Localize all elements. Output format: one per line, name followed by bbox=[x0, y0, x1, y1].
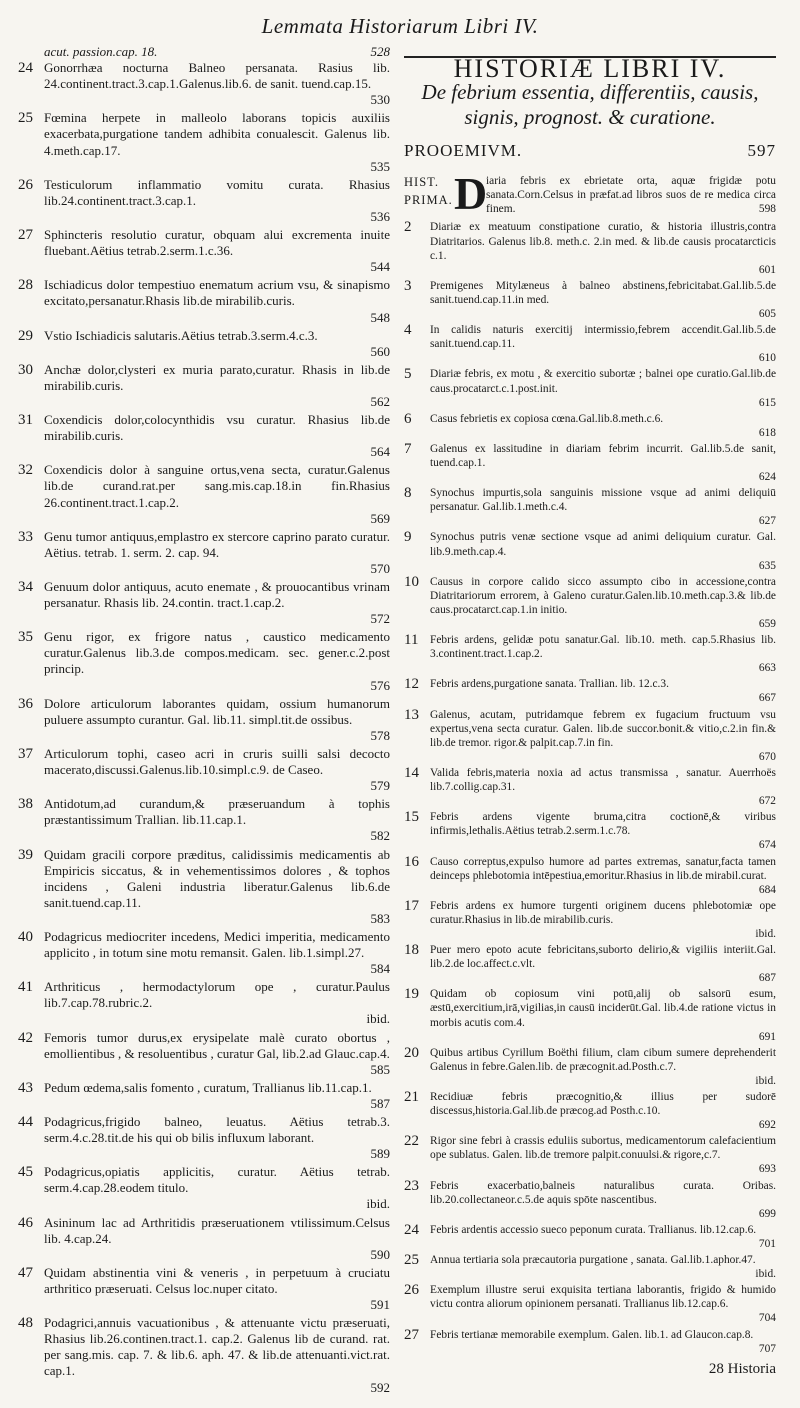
entry-page: ibid. bbox=[755, 1074, 776, 1087]
entry-page: 530 bbox=[370, 92, 390, 108]
entry-page: 704 bbox=[758, 1312, 776, 1325]
index-entry bbox=[18, 328, 390, 360]
entry-text-block bbox=[44, 1030, 390, 1078]
entry-text-block bbox=[430, 1283, 776, 1325]
entry-text-block bbox=[430, 677, 776, 705]
entry-text-block bbox=[44, 929, 390, 977]
index-entry bbox=[404, 708, 776, 764]
entry-text-block bbox=[44, 462, 390, 526]
entry-text-block bbox=[44, 277, 390, 325]
entry-text-block bbox=[44, 60, 390, 108]
index-entry bbox=[18, 1315, 390, 1395]
index-entry bbox=[404, 677, 776, 705]
entry-text: Quidam gracili corpore præditus, calidissimis medicamentis ab Empiricis siccatus, & in vehementissimos dolores , & tophos incidens , Galeni industria liberatur.Galenus lib.6.de sanit.tuend.cap.11. bbox=[44, 846, 390, 910]
entry-number: 27 bbox=[18, 227, 33, 244]
entry-text-block bbox=[44, 1164, 390, 1212]
index-entry bbox=[404, 367, 776, 409]
index-entry bbox=[404, 633, 776, 675]
entry-text-block bbox=[430, 279, 776, 321]
entry-number: 41 bbox=[18, 979, 33, 996]
index-entry bbox=[18, 529, 390, 577]
entry-text-block bbox=[44, 1114, 390, 1162]
entry-number: 4 bbox=[404, 322, 412, 339]
entry-page: 560 bbox=[370, 343, 390, 359]
book-title: HISTORIÆ LIBRI IV. bbox=[453, 54, 727, 83]
entry-text: Febris ardens,purgatione sanata. Trallian. lib. 12.c.3. bbox=[430, 678, 669, 691]
entry-page: 562 bbox=[370, 393, 390, 409]
drop-cap: D bbox=[454, 168, 488, 220]
entry-number: 3 bbox=[404, 277, 412, 294]
entry-text-block bbox=[430, 442, 776, 484]
index-entry bbox=[18, 412, 390, 460]
entry-text: Causus in corpore calido sicco assumpto cibo in accessione,contra Diatritariorum errorem, à Galeno curatur.Galen.lib.10.meth.cap.3.& lib.de caus.procatarct.cap.1.in initio. bbox=[430, 575, 776, 616]
entry-text-block bbox=[44, 1315, 390, 1395]
entry-number: 18 bbox=[404, 942, 419, 959]
entry-text: Annua tertiaria sola præcautoria purgatione , sanata. Gal.lib.1.aphor.47. bbox=[430, 1254, 756, 1267]
entry-text: Febris tertianæ memorabile exemplum. Galen. lib.1. ad Glaucon.cap.8. bbox=[430, 1328, 754, 1341]
entry-text-block bbox=[430, 855, 776, 897]
entry-text: Febris ardens ex humore turgenti originem ducens phlebotomiæ ope curatur.Rhasius in lib.de mirabilib.curis. bbox=[430, 899, 776, 926]
entry-text: Anchæ dolor,clysteri ex muria parato,curatur. Rhasis in lib.de mirabilib.curis. bbox=[44, 361, 390, 393]
entry-page: 582 bbox=[370, 828, 390, 844]
index-entry bbox=[18, 1030, 390, 1078]
book-subtitle: De febrium essentia, differentiis, causis, signis, prognost. & curatione. bbox=[421, 80, 759, 130]
entry-text: Femoris tumor durus,ex erysipelate malè curato obortus , emollientibus , & resoluentibus , curatur Gal, lib.2.ad Glauc.cap.4. bbox=[44, 1029, 390, 1061]
entry-text: In calidis naturis exercitij intermissio,febrem accendit.Gal.lib.5.de sanit.tuend.cap.11. bbox=[430, 324, 776, 351]
entry-text: Causo correptus,expulso humore ad partes extremas, sanatur,facta tamen deinceps phlebotomia intēpestiua,emoritur.Rhasius in lib.de mirabil.curat. bbox=[430, 855, 776, 882]
index-entry bbox=[18, 1114, 390, 1162]
index-entry bbox=[404, 442, 776, 484]
entry-number: 8 bbox=[404, 485, 412, 502]
entry-number: 44 bbox=[18, 1114, 33, 1130]
entry-page: 570 bbox=[370, 560, 390, 576]
entry-page: 687 bbox=[758, 972, 776, 985]
entry-text-block bbox=[430, 1253, 776, 1281]
entry-text: Dolore articulorum laborantes quidam, ossium humanorum puluere assumpto curantur. Gal. lib.11. simpl.tit.de ossibus. bbox=[44, 695, 390, 727]
entry-text-block bbox=[44, 227, 390, 275]
entry-number: 48 bbox=[18, 1315, 33, 1332]
entry-number: 16 bbox=[404, 853, 419, 870]
entry-text-block bbox=[430, 899, 776, 941]
entry-page: 592 bbox=[370, 1379, 390, 1395]
entry-text: Febris ardentis accessio sueco peponum curata. Trallianus. lib.12.cap.6. bbox=[430, 1223, 757, 1236]
proemium-page: 597 bbox=[747, 141, 776, 161]
index-entry bbox=[404, 486, 776, 528]
entry-page: 692 bbox=[758, 1119, 776, 1132]
entry-text: Sphincteris resolutio curatur, obquam alui excrementa inuite fluebant.Aëtius tetrab.2.serm.1.c.36. bbox=[44, 227, 390, 259]
entry-text-block bbox=[430, 1179, 776, 1221]
entry-page: ibid. bbox=[755, 1268, 776, 1281]
entry-number: 10 bbox=[404, 573, 419, 590]
index-entry bbox=[404, 987, 776, 1043]
index-entry bbox=[18, 629, 390, 693]
entry-number: 36 bbox=[18, 695, 33, 712]
entry-text: Febris ardens, gelidæ potu sanatur.Gal. lib.10. meth. cap.5.Rhasius lib. 3.continent.tract.1.cap.2. bbox=[430, 634, 776, 661]
entry-number: 33 bbox=[18, 528, 33, 545]
entry-text-block bbox=[430, 810, 776, 852]
entry-text: Synochus impurtis,sola sanguinis missione vsque ad animi deliquiū persanatur. Gal.lib.1.meth.c.4. bbox=[430, 487, 776, 514]
index-entry bbox=[404, 1253, 776, 1281]
entry-number: 23 bbox=[404, 1177, 419, 1194]
entry-number: 20 bbox=[404, 1044, 419, 1061]
entry-text: Podagricus mediocriter incedens, Medici imperitia, medicamento applicito , in totum sine motu remansit. Galen. lib.1.simpl.27. bbox=[44, 928, 390, 961]
entry-page: 589 bbox=[370, 1146, 390, 1162]
entry-page: 663 bbox=[758, 662, 776, 675]
entry-text-block bbox=[430, 633, 776, 675]
entry-number: 21 bbox=[404, 1089, 419, 1105]
entry-text-block bbox=[44, 529, 390, 577]
entry-page: 578 bbox=[370, 727, 390, 743]
first-history-body: iaria febris ex ebrietate orta, aquæ frigidæ potu sanata.Corn.Celsus in præfat.ad libros suos de re medica circa finem. bbox=[486, 175, 776, 216]
entry-text-block bbox=[430, 412, 776, 440]
entry-page: 583 bbox=[370, 910, 390, 926]
index-entry bbox=[404, 1328, 776, 1356]
entry-text: Diariæ febris, ex motu , & exercitio subortæ ; balnei ope curatio.Gal.lib.de caus.procatarct.c.1.post.init. bbox=[430, 368, 776, 395]
right-entry-list bbox=[404, 220, 776, 1355]
entry-number: 14 bbox=[404, 764, 419, 781]
entry-number: 27 bbox=[404, 1326, 419, 1343]
entry-text-block bbox=[44, 579, 390, 627]
entry-page: 684 bbox=[758, 883, 776, 896]
continued-entry bbox=[18, 44, 390, 60]
entry-text: Genu tumor antiquus,emplastro ex stercore caprino parato curatur. Aëtius. tetrab. 1. serm. 2. cap. 94. bbox=[44, 528, 390, 560]
index-entry bbox=[18, 177, 390, 225]
index-entry bbox=[18, 277, 390, 325]
entry-page: 585 bbox=[370, 1061, 390, 1077]
entry-number: 15 bbox=[404, 809, 419, 826]
entry-page: 601 bbox=[758, 263, 776, 276]
entry-number: 37 bbox=[18, 745, 33, 762]
entry-text: Febris ardens vigente bruma,citra coctionē,& viribus infirmis,lethalis.Aëtius tetrab.2.serm.1.c.78. bbox=[430, 811, 776, 838]
first-history-page: 598 bbox=[758, 203, 776, 216]
entry-text: Ischiadicus dolor tempestiuo enematum acrium vsu, & sinapismo excitato,persanatur.Rhasis lib.de mirabilib.curis. bbox=[44, 277, 390, 309]
entry-page: 615 bbox=[758, 396, 776, 409]
proemium-label: PROOEMIVM. bbox=[404, 141, 523, 161]
first-history-text bbox=[486, 174, 776, 216]
entry-text-block bbox=[430, 1046, 776, 1088]
entry-number: 31 bbox=[18, 412, 33, 429]
entry-number: 26 bbox=[18, 176, 33, 193]
entry-text-block bbox=[430, 1223, 776, 1251]
index-entry bbox=[404, 1283, 776, 1325]
entry-number: 24 bbox=[18, 60, 33, 77]
entry-number: 9 bbox=[404, 529, 412, 546]
index-entry bbox=[404, 855, 776, 897]
left-column bbox=[18, 44, 390, 1398]
entry-text: Febris exacerbatio,balneis naturalibus curata. Oribas. lib.20.collectaneor.c.5.de aquis spōte nascentibus. bbox=[430, 1179, 776, 1206]
entry-text: Exemplum illustre serui exquisita tertiana laborantis, frigido & humido victu contra aliorum opinionem persanati. Trallianus lib.12.cap.6. bbox=[430, 1284, 776, 1311]
index-entry bbox=[18, 1265, 390, 1313]
entry-text: Genu rigor, ex frigore natus , caustico medicamento curatur.Galenus lib.3.de compos.medicam. sec. gener.c.2.post princip. bbox=[44, 629, 390, 677]
entry-text: Valida febris,materia noxia ad actus transmissa , sanatur. Auerrhoës lib.7.collig.cap.31. bbox=[430, 766, 776, 794]
index-entry bbox=[404, 1179, 776, 1221]
entry-page: 536 bbox=[370, 208, 390, 224]
index-entry bbox=[18, 929, 390, 977]
entry-page: 605 bbox=[758, 308, 776, 321]
index-entry bbox=[18, 110, 390, 174]
first-history-label: HIST. PRIMA. bbox=[404, 175, 453, 207]
entry-page: 579 bbox=[370, 778, 390, 794]
entry-text-block bbox=[430, 575, 776, 631]
index-entry bbox=[404, 899, 776, 941]
entry-number: 32 bbox=[18, 462, 33, 479]
entry-page: 667 bbox=[758, 692, 776, 705]
entry-page: 591 bbox=[370, 1297, 390, 1313]
entry-page: 691 bbox=[758, 1030, 776, 1043]
index-entry bbox=[18, 579, 390, 627]
right-column bbox=[404, 44, 776, 1376]
entry-number: 5 bbox=[404, 366, 412, 383]
entry-page: 587 bbox=[370, 1095, 390, 1111]
index-entry bbox=[18, 362, 390, 410]
entry-number: 35 bbox=[18, 629, 33, 646]
index-entry bbox=[18, 796, 390, 844]
entry-page: 564 bbox=[370, 444, 390, 460]
index-entry bbox=[18, 746, 390, 794]
entry-text-block bbox=[430, 486, 776, 528]
entry-text-block bbox=[430, 987, 776, 1043]
proemium-heading bbox=[404, 141, 776, 161]
continued-entry-text: acut. passion.cap. 18. bbox=[44, 44, 158, 59]
entry-number: 45 bbox=[18, 1164, 33, 1181]
entry-text: Recidiuæ febris præcognitio,& illius per sudorē discessus,historia.Gal.lib.de præcog.ad Posth.c.10. bbox=[430, 1091, 776, 1118]
entry-page: ibid. bbox=[755, 927, 776, 940]
entry-page: 590 bbox=[370, 1246, 390, 1262]
entry-text: Coxendicis dolor,colocynthidis vsu curatur. Rhasius lib.de mirabilib.curis. bbox=[44, 412, 390, 444]
entry-number: 47 bbox=[18, 1264, 33, 1281]
entry-text-block bbox=[44, 412, 390, 460]
entry-number: 2 bbox=[404, 219, 412, 236]
index-entry bbox=[404, 810, 776, 852]
entry-text: Vstio Ischiadicis salutaris.Aëtius tetrab.3.serm.4.c.3. bbox=[44, 327, 318, 343]
entry-number: 25 bbox=[18, 110, 33, 127]
entry-page: 674 bbox=[758, 839, 776, 852]
entry-page: ibid. bbox=[366, 1196, 390, 1212]
entry-text: Podagricus,opiatis applicitis, curatur. Aëtius tetrab. serm.4.cap.28.eodem titulo. bbox=[44, 1164, 390, 1196]
index-entry bbox=[18, 1164, 390, 1212]
entry-number: 28 bbox=[18, 277, 33, 294]
entry-text-block bbox=[430, 708, 776, 764]
entry-text: Quibus artibus Cyrillum Boëthi filium, clam cibum sumere deprehenderit Galenus in febre.Galen.lib. de præcognit.ad.Posth.c.7. bbox=[430, 1046, 776, 1073]
entry-page: 670 bbox=[758, 750, 776, 763]
entry-page: 584 bbox=[370, 961, 390, 977]
entry-number: 42 bbox=[18, 1029, 33, 1046]
catchword: 28 Historia bbox=[708, 1360, 776, 1377]
running-head: Lemmata Historiarum Libri IV. bbox=[261, 14, 539, 38]
entry-text-block bbox=[44, 796, 390, 844]
index-entry bbox=[404, 323, 776, 365]
entry-page: 624 bbox=[758, 471, 776, 484]
entry-page: ibid. bbox=[366, 1011, 390, 1027]
index-entry bbox=[404, 1223, 776, 1251]
index-entry bbox=[404, 412, 776, 440]
entry-number: 13 bbox=[404, 706, 419, 723]
entry-text-block bbox=[430, 220, 776, 276]
entry-text: Coxendicis dolor à sanguine ortus,vena secta, curatur.Galenus lib.de curand.rat.per sang.mis.cap.18.in fin.Rhasius 26.continent.tract.1.cap.2. bbox=[44, 462, 390, 510]
index-entry bbox=[18, 696, 390, 744]
entry-text: Podagrici,annuis vacuationibus , & attenuante victu præseruati, Rhasius lib.26.continen.tract.1. cap.2. Galenus lib de curand. rat. per sang.mis. cap. 7. & lib.6. aph. 47. & lib.de attenuanti.vict.rat. cap.1. bbox=[44, 1315, 390, 1379]
continued-entry-page: 528 bbox=[370, 44, 390, 59]
entry-text-block bbox=[44, 696, 390, 744]
entry-number: 7 bbox=[404, 440, 412, 457]
index-entry bbox=[18, 979, 390, 1027]
entry-page: 610 bbox=[758, 352, 776, 365]
entry-text: Quidam ob copiosum vini potū,alij ob salsorū esum, æstū,exercitium,irā,vigilias,in causū inciderūt.Gal. lib.4.de ratione victus in morbis acutis com.4. bbox=[430, 988, 776, 1029]
entry-text-block bbox=[430, 1134, 776, 1176]
entry-number: 30 bbox=[18, 361, 33, 378]
entry-text-block bbox=[430, 1090, 776, 1132]
index-entry bbox=[404, 1134, 776, 1176]
entry-page: 635 bbox=[758, 559, 776, 572]
entry-page: 544 bbox=[370, 259, 390, 275]
index-entry bbox=[18, 60, 390, 108]
entry-number: 26 bbox=[404, 1282, 419, 1299]
entry-number: 29 bbox=[18, 327, 33, 344]
entry-text-block bbox=[44, 1265, 390, 1313]
entry-text-block bbox=[44, 1080, 390, 1112]
entry-number: 46 bbox=[18, 1214, 33, 1231]
entry-text: Genuum dolor antiquus, acuto enemate , & prouocantibus vrinam persanatur. Rhasis lib. 24.contin. tract.1.cap.2. bbox=[44, 579, 390, 611]
entry-text: Quidam abstinentia vini & veneris , in perpetuum à cruciatu arthritico præseruati. Celsus loc.nuper citato. bbox=[44, 1264, 390, 1296]
entry-text: Podagricus,frigido balneo, leuatus. Aëtius tetrab.3. serm.4.c.28.tit.de his qui ob bilis influxum laborant. bbox=[44, 1114, 390, 1146]
first-history-entry bbox=[404, 168, 776, 220]
index-entry bbox=[404, 1046, 776, 1088]
entry-text-block bbox=[430, 323, 776, 365]
entry-number: 39 bbox=[18, 846, 33, 863]
entry-number: 17 bbox=[404, 897, 419, 914]
entry-text: Rigor sine febri à crassis eduliis subortus, medicamentorum calefacientium ope sublatus. Galen. lib.de tremore palpit.conuulsi.& rigore,c.7. bbox=[430, 1135, 776, 1162]
entry-number: 40 bbox=[18, 928, 33, 945]
entry-text-block bbox=[430, 766, 776, 808]
index-entry bbox=[18, 1080, 390, 1112]
entry-page: 699 bbox=[758, 1207, 776, 1220]
entry-text-block bbox=[44, 110, 390, 174]
entry-text: Fœmina herpete in malleolo laborans topicis auxiliis exacerbata,purgatione tandem adhibita conualescit. Galenus lib. 4.meth.cap.17. bbox=[44, 110, 390, 158]
entry-number: 38 bbox=[18, 796, 33, 813]
entry-text: Testiculorum inflammatio vomitu curata. Rhasius lib.24.continent.tract.3.cap.1. bbox=[44, 176, 390, 208]
index-entry bbox=[404, 943, 776, 985]
entry-text: Pedum œdema,salis fomento , curatum, Trallianus lib.11.cap.1. bbox=[44, 1079, 372, 1095]
entry-number: 11 bbox=[404, 632, 419, 649]
entry-number: 22 bbox=[404, 1133, 419, 1150]
index-entry bbox=[18, 227, 390, 275]
entry-text: Synochus putris venæ sectione vsque ad animi deliquium curatur. Gal. lib.9.meth.cap.4. bbox=[430, 531, 776, 558]
entry-text-block bbox=[430, 530, 776, 572]
entry-text: Articulorum tophi, caseo acri in cruris suilli salsi decocto macerato,discussi.Galenus.lib.10.simpl.c.9. de Caseo. bbox=[44, 745, 390, 778]
left-entry-list bbox=[18, 60, 390, 1396]
entry-page: 576 bbox=[370, 677, 390, 693]
entry-text: Asininum lac ad Arthritidis præseruationem vtilissimum.Celsus lib. 4.cap.24. bbox=[44, 1214, 390, 1246]
entry-number: 43 bbox=[18, 1079, 33, 1096]
entry-page: 672 bbox=[758, 795, 776, 808]
index-entry bbox=[18, 1215, 390, 1263]
entry-page: 707 bbox=[758, 1342, 776, 1355]
entry-text: Antidotum,ad curandum,& præseruandum à tophis præstantissimum Trallian. lib.11.cap.1. bbox=[44, 796, 390, 828]
index-entry bbox=[404, 220, 776, 276]
entry-text-block bbox=[44, 1215, 390, 1263]
entry-text: Gonorrhæa nocturna Balneo persanata. Rasius lib. 24.continent.tract.3.cap.1.Galenus.lib.6. de sanit. tuend.cap.15. bbox=[44, 60, 390, 92]
entry-text-block bbox=[44, 328, 390, 360]
entry-text: Premigenes Mitylæneus à balneo abstinens,febricitabat.Gal.lib.5.de sanit.tuend.cap.11.in med. bbox=[430, 279, 776, 306]
entry-number: 19 bbox=[404, 986, 419, 1003]
entry-text-block bbox=[430, 1328, 776, 1356]
entry-page: 572 bbox=[370, 611, 390, 627]
entry-text: Galenus, acutam, putridamque febrem ex fugacium fructuum vsu expertus,vena secta curatur. Galen. lib.de succor.bonit.& vitio,c.2.in fin.& lib.de tremor. rigor.& palpit.cap.7.in fin. bbox=[430, 708, 776, 749]
entry-page: 659 bbox=[758, 618, 776, 630]
entry-text-block bbox=[44, 847, 390, 927]
index-entry bbox=[404, 1090, 776, 1132]
entry-number: 24 bbox=[404, 1221, 419, 1238]
index-entry bbox=[404, 530, 776, 572]
entry-number: 6 bbox=[404, 410, 412, 427]
entry-page: 627 bbox=[758, 515, 776, 528]
index-entry bbox=[18, 462, 390, 526]
entry-number: 12 bbox=[404, 676, 419, 693]
entry-page: 618 bbox=[758, 426, 776, 439]
entry-number: 25 bbox=[404, 1252, 419, 1269]
entry-page: 535 bbox=[370, 158, 390, 174]
index-entry bbox=[404, 575, 776, 631]
entry-page: 569 bbox=[370, 510, 390, 526]
index-entry bbox=[404, 766, 776, 808]
entry-text-block bbox=[44, 177, 390, 225]
entry-text-block bbox=[44, 629, 390, 693]
entry-text-block bbox=[44, 362, 390, 410]
index-entry bbox=[404, 279, 776, 321]
entry-text-block bbox=[430, 367, 776, 409]
entry-text-block bbox=[430, 943, 776, 985]
index-entry bbox=[18, 847, 390, 927]
entry-text: Diariæ ex meatuum constipatione curatio, & historia illustris,contra Diatritarios. Galenus lib.8. meth.c. 2.in med. & lib.de causis procatarcticis c.1. bbox=[430, 221, 776, 262]
entry-text-block bbox=[44, 746, 390, 794]
entry-number: 34 bbox=[18, 579, 33, 595]
entry-text-block bbox=[44, 979, 390, 1027]
entry-page: 548 bbox=[370, 309, 390, 325]
entry-page: 701 bbox=[758, 1237, 776, 1250]
entry-page: 693 bbox=[758, 1163, 776, 1176]
entry-text: Puer mero epoto acute febricitans,suborto delirio,& vigiliis interiit.Gal. lib.2.de loc.affect.c.vlt. bbox=[430, 944, 776, 971]
entry-text: Arthriticus , hermodactylorum ope , curatur.Paulus lib.7.cap.78.rubric.2. bbox=[44, 979, 390, 1011]
entry-text: Galenus ex lassitudine in diariam febrim incurrit. Gal.lib.5.de sanit, tuend.cap.1. bbox=[430, 442, 776, 469]
entry-text: Casus febrietis ex copiosa cœna.Gal.lib.8.meth.c.6. bbox=[430, 412, 664, 425]
